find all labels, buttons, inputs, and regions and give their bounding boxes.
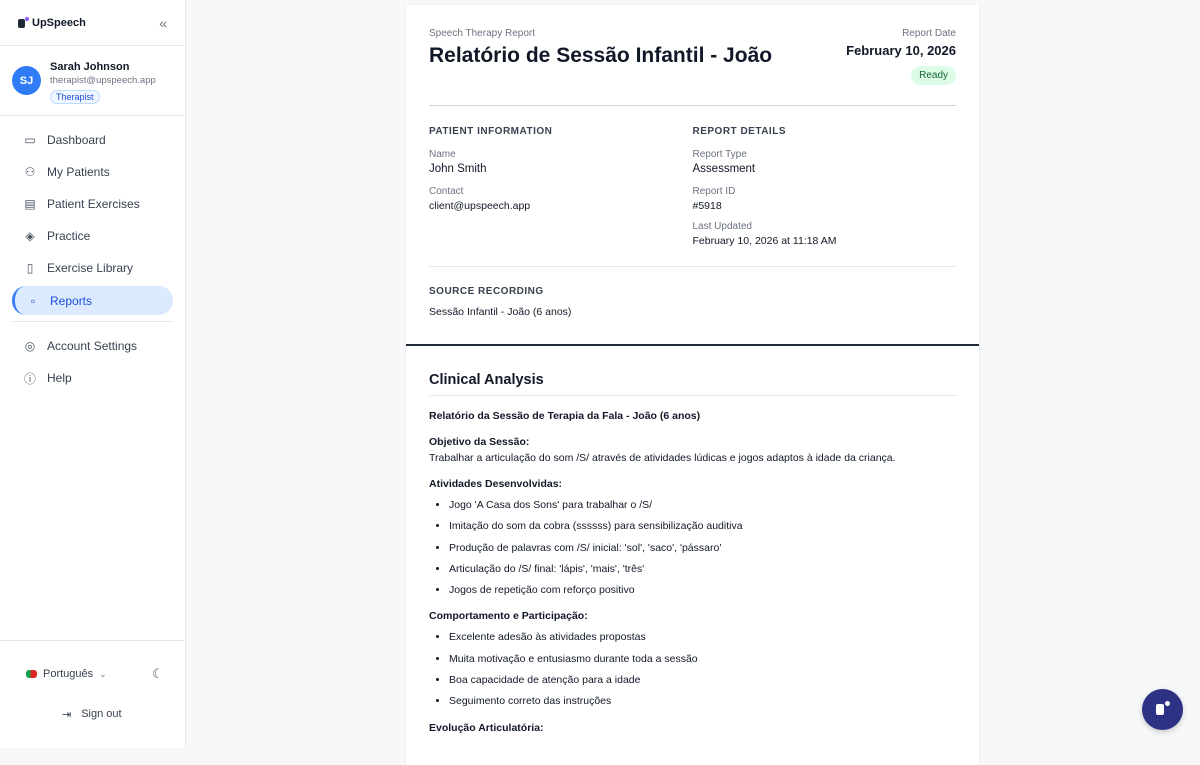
report-id: #5918 <box>692 200 722 212</box>
logo[interactable] <box>18 17 86 29</box>
nav-label: Practice <box>47 229 91 243</box>
clinical-analysis-heading: Clinical Analysis <box>429 346 956 396</box>
sidebar-item-my-patients[interactable] <box>12 158 173 186</box>
dashboard-icon: ▭ <box>24 133 36 147</box>
nav-divider <box>12 321 173 322</box>
activities-list <box>429 498 956 604</box>
graduation-cap-icon: ◈ <box>25 229 35 243</box>
clipboard-icon: ▤ <box>24 197 36 211</box>
list-item: • Seguimento correto das instruções <box>449 694 956 715</box>
portugal-flag-icon <box>26 670 37 678</box>
app-name: UpSpeech <box>32 16 86 29</box>
sidebar-item-patient-exercises[interactable] <box>12 190 173 218</box>
objective-text: Trabalhar a articulação do som /S/ através de atividades lúdicas e jogos adaptos à idade da criança. <box>429 452 896 464</box>
field-label: Last Updated <box>692 221 752 232</box>
report-header <box>429 5 956 106</box>
list-item: • Jogos de repetição com reforço positivo <box>449 583 956 604</box>
report-details <box>693 126 957 266</box>
behavior-list <box>429 630 956 715</box>
sidebar-item-dashboard[interactable] <box>12 126 173 154</box>
sidebar-item-reports[interactable] <box>12 286 173 315</box>
role-badge: Therapist <box>50 90 100 104</box>
sidebar-item-help[interactable] <box>12 364 173 392</box>
subheading: Comportamento e Participação: <box>429 610 588 623</box>
patient-contact: client@upspeech.app <box>429 200 531 212</box>
last-updated: February 10, 2026 at 11:18 AM <box>692 235 837 247</box>
list-item: • Muita motivação e entusiasmo durante toda a sessão <box>449 652 956 673</box>
sign-out-label: Sign out <box>81 708 122 720</box>
list-item: • Imitação do som da cobra (ssssss) para sensibilização auditiva <box>449 519 956 540</box>
chevron-down-icon: ⌄ <box>99 668 107 679</box>
book-icon: ▯ <box>26 261 34 275</box>
report-info <box>429 106 956 267</box>
report-date-value: February 10, 2026 <box>846 43 956 58</box>
source-recording-name: Sessão Infantil - João (6 anos) <box>429 306 572 318</box>
sign-out-icon: ⇥ <box>62 709 72 721</box>
collapse-sidebar-icon[interactable]: « <box>159 14 167 31</box>
nav-label: Account Settings <box>47 339 138 353</box>
user-circle-icon: ◎ <box>24 339 36 353</box>
field-label: Report Type <box>692 149 747 160</box>
nav-label: Reports <box>50 293 93 308</box>
sidebar-item-exercise-library[interactable] <box>12 254 173 282</box>
main-nav <box>0 116 185 406</box>
nav-label: Help <box>47 371 72 385</box>
patient-name: John Smith <box>429 163 487 175</box>
page-title: Relatório de Sessão Infantil - João <box>429 44 773 67</box>
sign-out-button[interactable] <box>62 708 122 721</box>
sidebar-header <box>0 0 185 46</box>
logo-icon <box>18 17 27 28</box>
dark-mode-toggle-icon[interactable]: ☾ <box>152 666 164 681</box>
list-item: • Produção de palavras com /S/ inicial: 'sol', 'saco', 'pássaro' <box>449 541 956 562</box>
report-file-icon: ▫ <box>30 293 36 308</box>
clinical-analysis <box>406 346 979 734</box>
list-item: • Jogo 'A Casa dos Sons' para trabalhar o /S/ <box>449 498 956 519</box>
language-label: Português <box>43 668 94 680</box>
avatar: SJ <box>12 66 41 95</box>
section-heading: SOURCE RECORDING <box>429 286 544 297</box>
sidebar-footer <box>0 640 185 748</box>
nav-label: Patient Exercises <box>47 197 140 211</box>
user-name: Sarah Johnson <box>50 61 130 73</box>
section-heading: REPORT DETAILS <box>692 126 786 137</box>
subheading: Evolução Articulatória: <box>429 721 544 734</box>
list-item: • Excelente adesão às atividades propostas <box>449 630 956 651</box>
nav-label: Exercise Library <box>47 261 134 275</box>
source-recording <box>429 267 956 344</box>
patient-information <box>429 126 693 266</box>
help-icon: ⓘ <box>23 371 36 386</box>
nav-label: My Patients <box>47 165 110 179</box>
status-badge: Ready <box>911 66 956 85</box>
users-icon: ⚇ <box>24 165 36 179</box>
subheading: Objetivo da Sessão: <box>429 436 530 448</box>
sidebar-item-account-settings[interactable] <box>12 332 173 360</box>
assistant-button[interactable] <box>1142 689 1183 730</box>
field-label: Contact <box>429 186 464 197</box>
report-date <box>846 28 956 85</box>
report-type: Assessment <box>692 163 756 175</box>
user-profile <box>0 46 185 116</box>
list-item: • Articulação do /S/ final: 'lápis', 'mais', 'três' <box>449 562 956 583</box>
user-email: therapist@upspeech.app <box>50 75 156 86</box>
sidebar <box>0 0 186 748</box>
report-subtitle: Speech Therapy Report <box>429 28 535 39</box>
section-heading: PATIENT INFORMATION <box>429 126 553 137</box>
nav-label: Dashboard <box>47 133 106 147</box>
subheading: Atividades Desenvolvidas: <box>429 478 563 490</box>
sidebar-item-practice[interactable] <box>12 222 173 250</box>
report-date-label: Report Date <box>902 28 956 39</box>
language-select[interactable] <box>26 668 107 680</box>
report-card <box>406 5 979 765</box>
field-label: Name <box>429 149 456 160</box>
list-item: • Boa capacidade de atenção para a idade <box>449 673 956 694</box>
field-label: Report ID <box>692 186 736 197</box>
analysis-title: Relatório da Sessão de Terapia da Fala - João (6 anos) <box>429 410 701 422</box>
